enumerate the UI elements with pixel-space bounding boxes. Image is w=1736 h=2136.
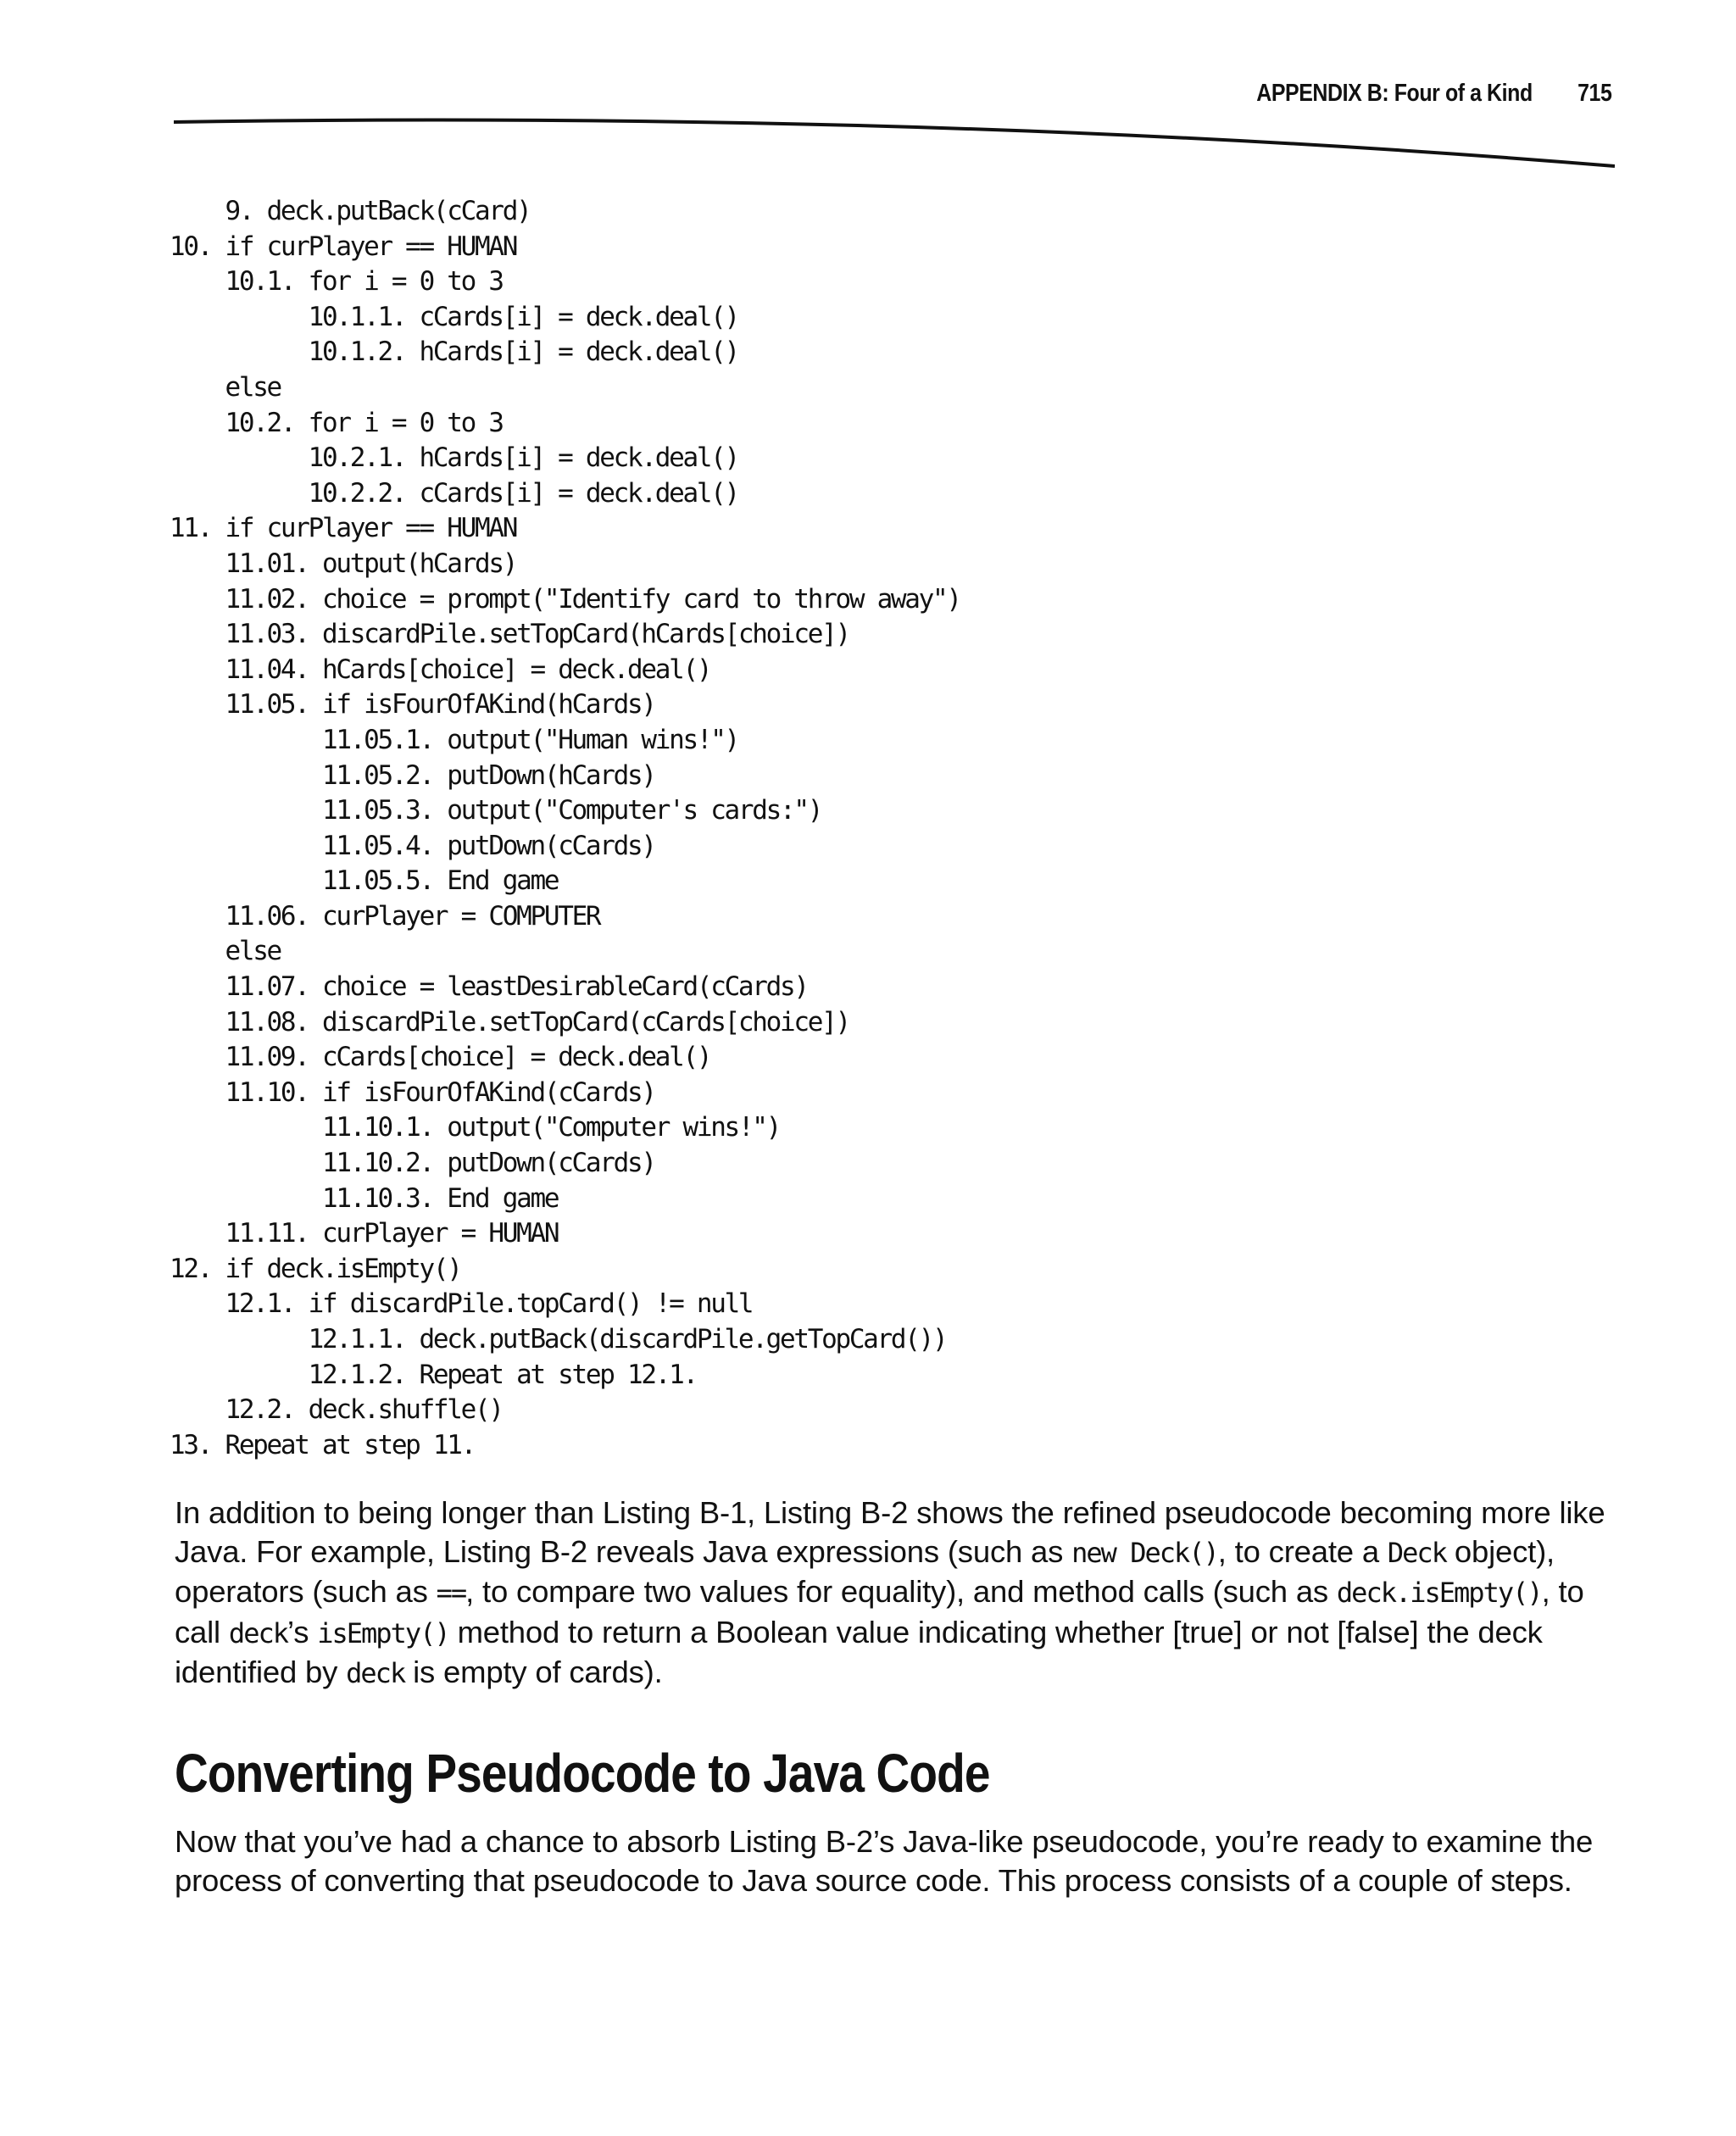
step-number: else — [225, 936, 281, 967]
inline-code: isEmpty() — [317, 1616, 449, 1649]
body-paragraph — [175, 1494, 1616, 1694]
inline-code: deck — [228, 1616, 287, 1649]
code-indent — [170, 196, 225, 226]
step-text: if isFourOfAKind(hCards) — [308, 689, 655, 720]
code-indent — [170, 408, 225, 438]
step-text: End game — [432, 1182, 559, 1214]
code-line — [170, 1040, 960, 1076]
step-text: choice = leastDesirableCard(cCards) — [308, 971, 808, 1003]
code-indent — [170, 266, 225, 297]
code-line — [170, 1110, 960, 1146]
code-line — [170, 194, 960, 230]
step-text: output("Human wins!") — [432, 724, 738, 755]
code-line — [170, 230, 960, 265]
code-indent — [170, 478, 309, 509]
code-line — [170, 617, 960, 653]
step-number: 11.05.2. — [322, 759, 433, 791]
code-line — [170, 899, 960, 935]
code-indent — [170, 725, 322, 755]
code-indent — [170, 795, 322, 826]
step-text: output("Computer's cards:") — [432, 795, 822, 826]
code-line — [170, 441, 960, 476]
code-line — [170, 793, 960, 829]
page-number: 715 — [1577, 80, 1611, 107]
text-span: , to create a — [1217, 1533, 1388, 1569]
code-indent — [170, 1394, 225, 1425]
code-line — [170, 264, 960, 300]
step-text: cCards[choice] = deck.deal() — [308, 1042, 711, 1073]
step-number: 11.10.1. — [322, 1112, 433, 1143]
step-text: hCards[i] = deck.deal() — [405, 442, 738, 474]
inline-code: Deck — [1387, 1536, 1446, 1569]
step-number: 11.05.4. — [322, 830, 433, 861]
code-indent — [170, 760, 322, 791]
step-text: curPlayer = COMPUTER — [308, 900, 600, 932]
code-indent — [170, 831, 322, 861]
text-span: ’s — [287, 1614, 318, 1649]
text-span: , to call — [175, 1574, 1584, 1649]
code-line — [170, 406, 960, 442]
step-number: 12.1. — [225, 1288, 295, 1320]
code-indent — [170, 1288, 225, 1319]
code-indent — [170, 372, 225, 403]
step-number: 11.11. — [225, 1218, 309, 1249]
inline-code: new Deck() — [1071, 1536, 1218, 1569]
step-text: choice = prompt("Identify card to throw away") — [308, 583, 960, 615]
step-number: else — [225, 371, 281, 403]
text-span: is empty of cards). — [404, 1655, 663, 1689]
step-number: 13. — [170, 1429, 212, 1460]
step-text: if deck.isEmpty() — [211, 1253, 461, 1284]
step-text: for i = 0 to 3 — [294, 407, 503, 438]
code-line — [170, 970, 960, 1005]
code-indent — [170, 548, 225, 579]
step-number: 11. — [170, 513, 212, 544]
code-line — [170, 1076, 960, 1111]
step-number: 11.04. — [225, 654, 309, 685]
running-title: APPENDIX B: Four of a Kind — [1255, 80, 1533, 107]
step-text: hCards[i] = deck.deal() — [405, 337, 738, 368]
inline-code: deck.isEmpty() — [1336, 1577, 1542, 1609]
code-line — [170, 1252, 960, 1288]
code-line — [170, 476, 960, 512]
step-text: cCards[i] = deck.deal() — [405, 301, 738, 332]
step-number: 12.1.2. — [308, 1359, 406, 1390]
step-text: if isFourOfAKind(cCards) — [308, 1076, 655, 1108]
step-number: 11.05.1. — [322, 724, 433, 755]
step-text: output(hCards) — [308, 548, 517, 579]
step-number: 10.1.2. — [308, 337, 406, 368]
step-number: 9. — [225, 196, 253, 226]
code-line — [170, 1393, 960, 1428]
step-number: 11.10.2. — [322, 1148, 433, 1179]
step-text: curPlayer = HUMAN — [308, 1218, 559, 1249]
code-line — [170, 1216, 960, 1252]
step-number: 10.1.1. — [308, 301, 406, 332]
code-line — [170, 1005, 960, 1041]
code-line — [170, 1358, 960, 1393]
code-line — [170, 1287, 960, 1322]
code-indent — [170, 971, 225, 1002]
code-indent — [170, 1183, 322, 1214]
step-number: 12.1.1. — [308, 1324, 406, 1354]
code-line — [170, 759, 960, 794]
code-indent — [170, 337, 309, 367]
code-indent — [170, 901, 225, 932]
running-head — [1256, 80, 1611, 108]
code-indent — [170, 1007, 225, 1037]
code-line — [170, 864, 960, 899]
inline-code: == — [436, 1577, 466, 1609]
code-line — [170, 934, 960, 970]
code-indent — [170, 442, 309, 473]
step-number: 11.06. — [225, 900, 309, 932]
step-number: 11.05. — [225, 689, 309, 720]
code-line — [170, 829, 960, 865]
step-number: 10.2. — [225, 407, 295, 438]
code-line — [170, 335, 960, 370]
step-number: 10.2.1. — [308, 442, 406, 474]
step-number: 10.2.2. — [308, 477, 406, 509]
text-span: object), operators (such as — [175, 1533, 1555, 1609]
step-text: discardPile.setTopCard(hCards[choice]) — [308, 619, 849, 650]
step-text: putDown(cCards) — [432, 1148, 655, 1179]
code-line — [170, 1182, 960, 1217]
code-line — [170, 723, 960, 759]
pseudocode-listing — [170, 194, 960, 1463]
section-heading: Converting Pseudocode to Java Code — [175, 1743, 990, 1804]
step-text: output("Computer wins!") — [432, 1112, 781, 1143]
code-line — [170, 1428, 960, 1464]
step-text: for i = 0 to 3 — [294, 266, 503, 298]
step-text: Repeat at step 11. — [211, 1429, 476, 1460]
step-text: if discardPile.topCard() != null — [294, 1288, 753, 1320]
code-line — [170, 582, 960, 618]
header-rule — [174, 110, 1615, 170]
code-indent — [170, 1360, 309, 1390]
code-line — [170, 687, 960, 723]
step-text: cCards[i] = deck.deal() — [405, 477, 738, 509]
step-text: Repeat at step 12.1. — [405, 1359, 697, 1390]
body-paragraph: Now that you’ve had a chance to absorb Listing B-2’s Java-like pseudocode, you’re ready to examine the process of converting that pseudocode to Java source code. This process consists of a couple of steps. — [175, 1824, 1594, 1898]
step-number: 11.10. — [225, 1076, 309, 1108]
step-text: discardPile.setTopCard(cCards[choice]) — [308, 1006, 849, 1037]
code-line — [170, 1322, 960, 1358]
text-span: , to compare two values for equality), and method calls (such as — [465, 1574, 1337, 1609]
code-indent — [170, 584, 225, 615]
step-text: deck.putBack(cCard) — [253, 196, 531, 226]
step-text: deck.shuffle() — [294, 1394, 503, 1426]
step-text: putDown(cCards) — [432, 830, 655, 861]
step-number: 11.02. — [225, 583, 309, 615]
code-indent — [170, 1042, 225, 1072]
inline-code: deck — [346, 1657, 405, 1689]
text-span: In addition to being longer than Listing B-1, Listing B-2 shows the refined pseudocode becoming more like Java. For example, Listing B-2 reveals Java expressions (such as — [175, 1495, 1605, 1569]
step-number: 11.09. — [225, 1042, 309, 1073]
code-indent — [170, 1148, 322, 1178]
code-line — [170, 300, 960, 336]
code-indent — [170, 302, 309, 332]
code-line — [170, 511, 960, 547]
step-number: 10. — [170, 231, 212, 262]
step-text: if curPlayer == HUMAN — [211, 513, 517, 544]
step-number: 12.2. — [225, 1394, 295, 1426]
step-text: hCards[choice] = deck.deal() — [308, 654, 711, 685]
code-line — [170, 1146, 960, 1182]
code-line — [170, 370, 960, 406]
code-indent — [170, 865, 322, 896]
text-span: method to return a Boolean value indicating whether [true] or not [false] the deck identified by — [175, 1614, 1543, 1689]
step-number: 11.05.3. — [322, 795, 433, 826]
code-indent — [170, 619, 225, 649]
step-number: 11.03. — [225, 619, 309, 650]
code-indent — [170, 689, 225, 720]
code-indent — [170, 1112, 322, 1143]
code-indent — [170, 936, 225, 966]
step-number: 11.10.3. — [322, 1182, 433, 1214]
step-number: 10.1. — [225, 266, 295, 298]
step-text: if curPlayer == HUMAN — [211, 231, 517, 262]
code-indent — [170, 1077, 225, 1108]
code-line — [170, 653, 960, 688]
code-line — [170, 547, 960, 582]
step-number: 12. — [170, 1253, 212, 1284]
step-text: putDown(hCards) — [432, 759, 655, 791]
step-number: 11.01. — [225, 548, 309, 579]
step-number: 11.07. — [225, 971, 309, 1003]
code-indent — [170, 1218, 225, 1249]
step-number: 11.05.5. — [322, 865, 433, 897]
code-indent — [170, 1324, 309, 1354]
step-number: 11.08. — [225, 1006, 309, 1037]
step-text: deck.putBack(discardPile.getTopCard()) — [405, 1324, 947, 1354]
step-text: End game — [432, 865, 559, 897]
code-indent — [170, 654, 225, 685]
